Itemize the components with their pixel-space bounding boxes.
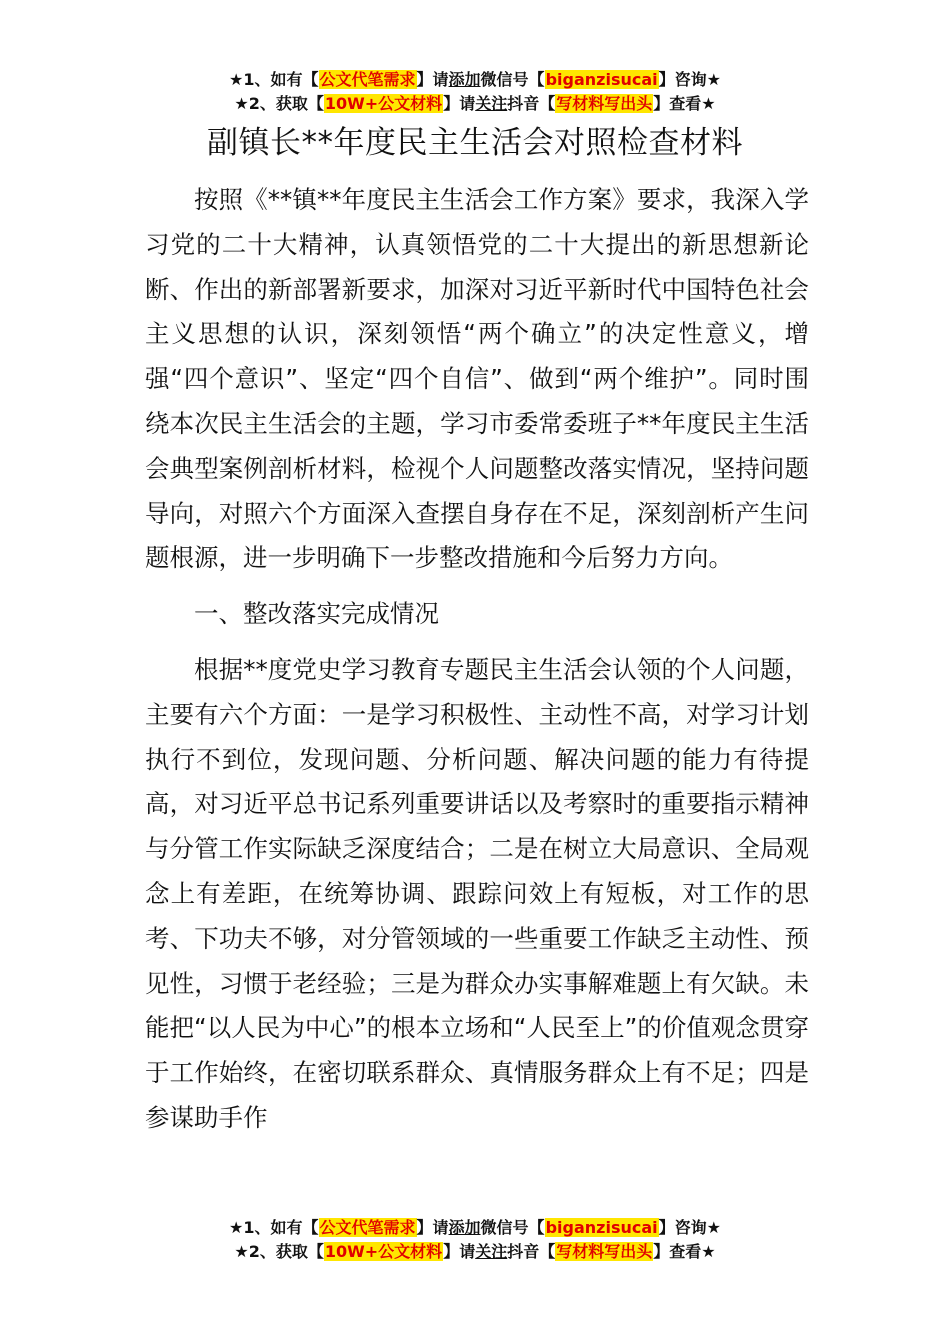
promo-line-1 [0,1216,950,1240]
promo-text: 】咨询 [658,70,707,89]
promo-text: 抖音【 [507,94,556,113]
star-icon: ★ [229,1218,244,1237]
promo-line-2 [0,1240,950,1264]
promo-line-1 [0,68,950,92]
promo-underlined: 添加 [448,1218,481,1237]
promo-douyin-id: 写材料写出头 [556,94,653,113]
promo-text: 】查看 [653,94,702,113]
promo-text: 2、获取【 [248,94,324,113]
document-title: 副镇长**年度民主生活会对照检查材料 [207,125,743,161]
star-icon: ★ [234,94,249,113]
star-icon: ★ [234,1242,249,1261]
promo-line-2 [0,92,950,116]
promo-underlined: 添加 [448,70,481,89]
star-icon: ★ [706,70,721,89]
promo-text: 】请 [416,70,449,89]
promo-text: 】请 [416,1218,449,1237]
promo-text: 1、如有【 [243,1218,319,1237]
promo-text: 微信号【 [480,1218,545,1237]
promo-highlight: 10W+公文材料 [324,1242,443,1261]
promo-highlight: 公文代笔需求 [319,1218,416,1237]
promo-text: 2、获取【 [248,1242,324,1261]
star-icon: ★ [706,1218,721,1237]
promo-text: 微信号【 [480,70,545,89]
promo-text: 】咨询 [658,1218,707,1237]
star-icon: ★ [701,1242,716,1261]
promo-douyin-id: 写材料写出头 [556,1242,653,1261]
paragraph-body: 根据**度党史学习教育专题民主生活会认领的个人问题，主要有六个方面：一是学习积极性、主动性不高，对学习计划执行不到位，发现问题、分析问题、解决问题的能力有待提高，对习近平总书记系列重要讲话以及考察时的重要指示精神与分管工作实际缺乏深度结合；二是在树立大局意识、全局观念上有差距，在统筹协调、跟踪问效上有短板，对工作的思考、下功夫不够，对分管领域的一些重要工作缺乏主动性、预见性，习惯于老经验；三是为群众办实事解难题上有欠缺。未能把“以人民为中心”的根本立场和“人民至上”的价值观念贯穿于工作始终，在密切联系群众、真情服务群众上有不足；四是参谋助手作 [145,654,809,1132]
section-heading: 一、整改落实完成情况 [194,599,439,629]
promo-text: 1、如有【 [243,70,319,89]
promo-text: 抖音【 [507,1242,556,1261]
document-body [145,178,809,1141]
star-icon: ★ [701,94,716,113]
promo-text: 】查看 [653,1242,702,1261]
promo-banner-bottom [0,1216,950,1264]
promo-text: 】请 [443,94,476,113]
promo-underlined: 关注 [475,94,508,113]
star-icon: ★ [229,70,244,89]
promo-wechat-id: biganzisucai [545,1218,658,1237]
promo-text: 】请 [443,1242,476,1261]
promo-highlight: 10W+公文材料 [324,94,443,113]
promo-underlined: 关注 [475,1242,508,1261]
promo-highlight: 公文代笔需求 [319,70,416,89]
promo-wechat-id: biganzisucai [545,70,658,89]
paragraph-intro: 按照《**镇**年度民主生活会工作方案》要求，我深入学习党的二十大精神，认真领悟党的二十大提出的新思想新论断、作出的新部署新要求，加深对习近平新时代中国特色社会主义思想的认识，深刻领悟“两个确立”的决定性意义，增强“四个意识”、坚定“四个自信”、做到“两个维护”。同时围绕本次民主生活会的主题，学习市委常委班子**年度民主生活会典型案例剖析材料，检视个人问题整改落实情况，坚持问题导向，对照六个方面深入查摆自身存在不足，深刻剖析产生问题根源，进一步明确下一步整改措施和今后努力方向。 [145,185,809,573]
promo-banner-top [0,68,950,116]
